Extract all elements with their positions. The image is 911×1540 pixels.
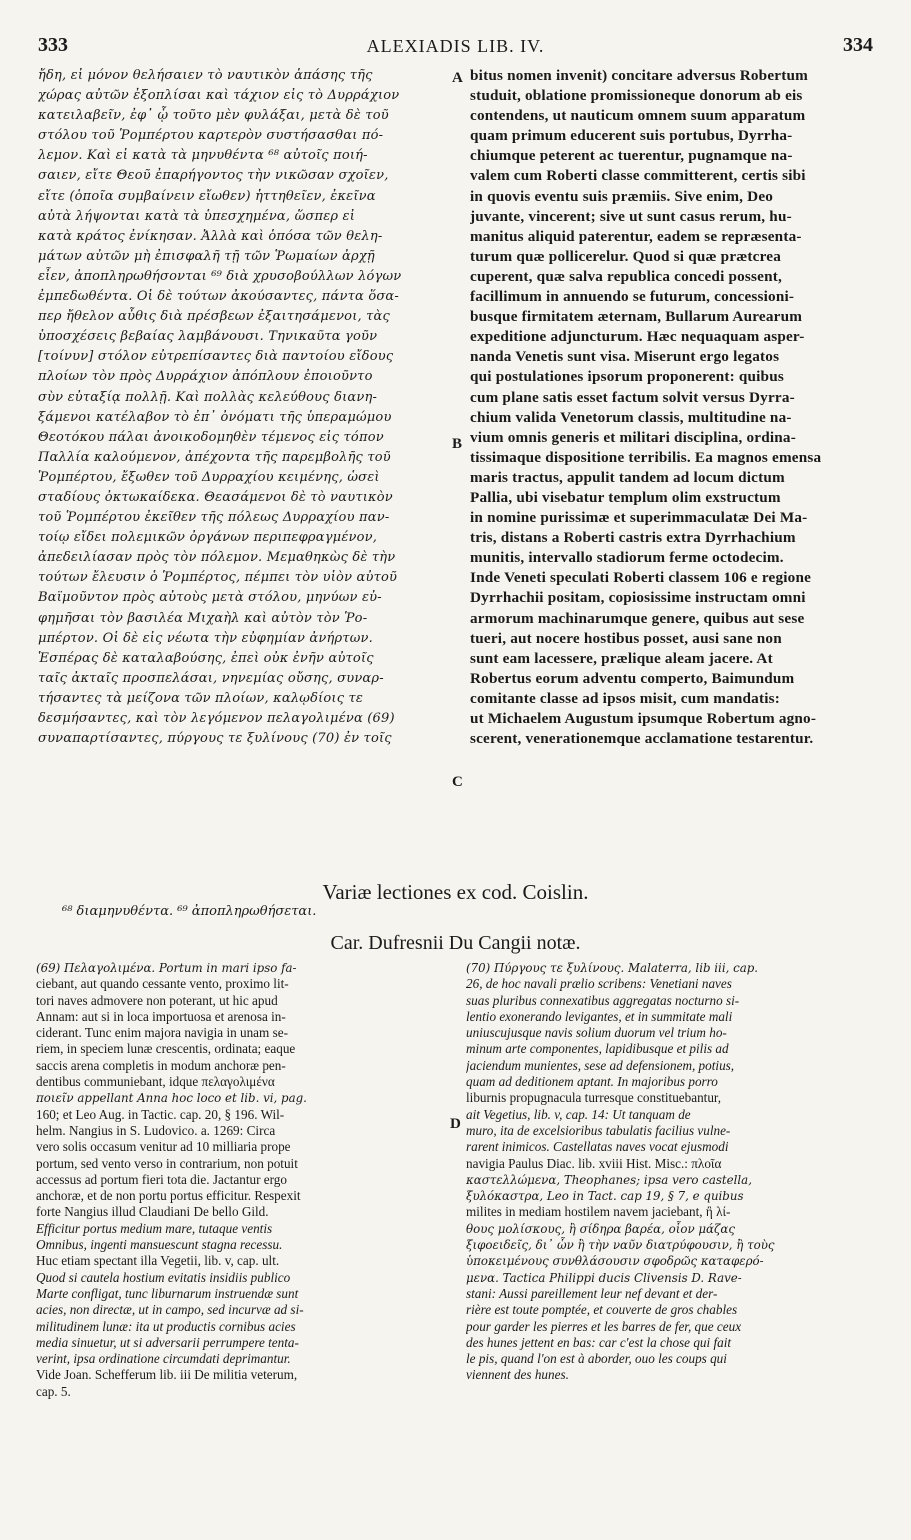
note-line: 26, de hoc navali prælio scribens: Venetiani naves [466, 976, 732, 992]
right-page-number: 334 [843, 34, 873, 56]
note-line: tori naves admovere non poterant, ut hic apud [36, 992, 278, 1008]
note-line: ciebant, aut quando cessante vento, proximo lit- [36, 976, 289, 992]
note-line: verint, ipsa ordinatione circumdati deprimantur. [36, 1351, 291, 1367]
greek-text-line: ἤδη, εἰ μόνον θελήσαιεν τὸ ναυτικὸν ἁπάσης τῆς [38, 68, 373, 83]
latin-text-line: Pallia, ubi visebatur templum olim exstructum [470, 488, 781, 506]
note-line: milites in mediam hostilem navem jaciebant, ἢ λί- [466, 1204, 731, 1220]
latin-text-line: qui postulationes ipsorum proponerent: quibus [470, 368, 784, 386]
note-line: acies, non directæ, ut in campo, sed incurvæ ad si- [36, 1302, 304, 1318]
latin-text-line: tris, distans a Roberti castris extra Dyrrhachium [470, 529, 796, 547]
greek-text-line: ἀπεδειλίασαν πρὸς τὸν πόλεμον. Μεμαθηκὼς δὲ τὴν [38, 550, 396, 566]
latin-text-line: Inde Veneti speculati Roberti classem 106 e regione [470, 569, 812, 587]
running-header [28, 34, 883, 60]
greek-text-line: λεμον. Καὶ εἰ κατὰ τὰ μηνυθέντα ⁶⁸ αὐτοῖς ποιή- [38, 148, 368, 164]
greek-text-line: μάτων αὐτῶν μὴ ἐπισφαλῆ τῇ τῶν Ῥωμαίων ἀρχῇ [38, 248, 375, 264]
greek-text-line: Παλλία καλούμενον, ἀπέχοντα τῆς παρεμβολῆς τοῦ [38, 449, 391, 465]
note-line: Omnibus, ingenti mansuescunt stagna recessu. [36, 1237, 283, 1253]
note-line: Efficitur portus medium mare, tutaque ventis [36, 1220, 273, 1236]
greek-text-line: συναπαρτίσαντες, πύργους τε ξυλίνους (70) ἐν τοῖς [38, 731, 392, 747]
greek-text-line: ξάμενοι κατέλαβον τὸ ἐπ᾿ ὀνόματι τῆς ὑπεραμώμου [38, 409, 392, 425]
note-line: navigia Paulus Diac. lib. xviii Hist. Misc.: πλοῖα [466, 1155, 722, 1171]
greek-text-line: σταδίους ὀκτωκαίδεκα. Θεασάμενοι δὲ τὸ ναυτικὸν [38, 489, 393, 505]
note-line: vero solis occasum venitur ad 10 milliaria prope [36, 1139, 291, 1155]
greek-text-line: σὺν εὐταξίᾳ πολλῇ. Καὶ πολλὰς κελεύθους διανη- [38, 389, 378, 405]
note-line: ait Vegetius, lib. v, cap. 14: Ut tanquam de [466, 1106, 691, 1122]
running-title: ALEXIADIS LIB. IV. [366, 36, 545, 56]
note-line: (70) Πύργους τε ξυλίνους. Malaterra, lib iii, cap. [466, 961, 759, 975]
latin-text-line: maris tractus, appulit tandem ad locum dictum [470, 468, 785, 486]
latin-text-line: expeditione adjuncturum. Hæc nequaquam asper- [470, 328, 805, 346]
greek-text-line: τήσαντες τὰ μείζονα τῶν πλοίων, καλῳδίοις τε [38, 690, 364, 706]
note-line: dentibus communiebant, idque πελαγολιμένα [36, 1074, 275, 1090]
greek-text-line: τοῦ Ῥομπέρτου ἐκεῖθεν τῆς πόλεως Δυρραχίου παν- [38, 510, 390, 526]
greek-text-line: Θεοτόκου πάλαι ἀνοικοδομηθὲν τέμενος εἰς τόπον [38, 429, 384, 445]
latin-text-line: ut Michaelem Augustum ipsumque Robertum agno- [470, 710, 817, 727]
notes-right-column [466, 960, 878, 1384]
latin-text-line: comitante classe ad ipsos misit, cum mandatis: [470, 689, 780, 707]
latin-text-line: studuit, oblatione promissioneque donorum ab eis [470, 87, 803, 105]
latin-text-line: nanda Venetis sunt visa. Miserunt ergo legatos [470, 348, 780, 366]
variae-lectiones-notes: ⁶⁸ διαμηνυθέντα. ⁶⁹ ἀποπληρωθήσεται. [62, 904, 317, 919]
latin-text-line: manitus aliquid paterentur, eadem se repræsenta- [470, 227, 802, 245]
greek-text-line: Βαϊμοῦντον πρὸς αὐτοὺς μετὰ στόλου, μηνύων εὐ- [38, 590, 382, 606]
column-marker-d: D [450, 1116, 461, 1132]
note-line: ciderant. Tunc enim majora navigia in unam se- [36, 1025, 288, 1041]
greek-text-line: μπέρτον. Οἱ δὲ εἰς νέωτα τὴν εὐφημίαν ἀνήρτων. [38, 630, 373, 646]
note-line: ξιφοειδεῖς, δι᾿ ὧν ἢ τὴν ναῦν διατρύφουσιν, ἢ τοὺς [466, 1238, 775, 1253]
latin-text-line: chium valida Venetorum classis, multitudine na- [470, 408, 792, 426]
greek-text-line: ταῖς ἀκταῖς προσπελάσαι, νηνεμίας οὔσης, συναρ- [38, 670, 384, 686]
note-line: portum, sed vento verso in contrarium, non potuit [36, 1155, 298, 1171]
greek-text-line: ὑποσχέσεις βεβαίας λαμβάνουσι. Τηνικαῦτα γοῦν [38, 329, 378, 345]
note-line: saccis arena completis in modum anchoræ pen- [36, 1057, 286, 1073]
left-page-number: 333 [38, 34, 68, 56]
note-line: Annam: aut si in loca importuosa et arenosa in- [36, 1008, 286, 1024]
greek-text-line: αὐτὰ λήψονται κατὰ τὰ ὑπεσχημένα, ὥσπερ εἰ [38, 208, 356, 224]
note-line: καστελλώμενα, Theophanes; ipsa vero castella, [466, 1172, 752, 1187]
greek-text-line: εἶεν, ἀποπληρωθήσονται ⁶⁹ διὰ χρυσοβούλλων λόγων [38, 268, 402, 284]
latin-text-line: in quovis eventu suis præmiis. Sive enim, Deo [470, 187, 774, 205]
note-line: riem, in speciem lunæ crescentis, ordinata; eaque [36, 1041, 296, 1057]
note-line: (69) Πελαγολιμένα. Portum in mari ipso fa- [36, 961, 297, 975]
note-line: muro, ita de excelsioribus tabulatis facilius vulne- [466, 1122, 731, 1138]
note-line: θους μολίσκους, ἢ σίδηρα βαρέα, οἷον μάζας [466, 1221, 735, 1236]
greek-text-line: χώρας αὐτῶν ἐξοπλίσαι καὶ τάχιον εἰς τὸ Δυρράχιον [38, 88, 400, 104]
note-line: le pis, quand l'on est à aborder, ouo les coups qui [466, 1351, 727, 1367]
greek-text-line: τούτων ἔλευσιν ὁ Ῥομπέρτος, πέμπει τὸν υἱὸν αὐτοῦ [38, 570, 398, 586]
note-line: lentio exonerando levigantes, et in summitate mali [466, 1008, 733, 1024]
note-line: media sinuetur, ut si adversarii perrumpere tenta- [36, 1334, 299, 1350]
note-line: helm. Nangius in S. Ludovico. a. 1269: Circa [36, 1122, 276, 1138]
note-line: ποιεῖν appellant Anna hoc loco et lib. vi, pag. [36, 1091, 307, 1106]
latin-text-line: bitus nomen invenit) concitare adversus Robertum [470, 67, 808, 84]
column-marker-a: A [452, 70, 463, 86]
latin-text-column [470, 66, 878, 749]
greek-text-line: κατὰ κράτος ἐνίκησαν. Ἀλλὰ καὶ ὁπόσα τῶν θελη- [38, 228, 383, 244]
note-line: stani: Aussi pareillement leur nef devant et der- [466, 1285, 718, 1301]
greek-text-line: εἴτε (ὁποῖα συμβαίνειν εἴωθεν) ἡττηθεῖεν, ἐκεῖνα [38, 188, 376, 204]
note-line: cap. 5. [36, 1383, 71, 1399]
note-line: des hunes jettent en bas: car c'est la chose qui fait [466, 1334, 732, 1350]
latin-text-line: sunt eam lacessere, prælique aleam jacere. At [470, 649, 773, 667]
note-line: Vide Joan. Schefferum lib. iii De militia veterum, [36, 1367, 298, 1383]
column-marker-c: C [452, 774, 463, 790]
column-marker-b: B [452, 436, 463, 452]
latin-text-line: cuperent, quæ salva republica concedi possent, [470, 267, 782, 285]
note-line: Huc etiam spectant illa Vegetii, lib. v, cap. ult. [36, 1253, 280, 1269]
notes-left-column [36, 960, 450, 1400]
latin-text-line: chiumque peterent ac tuerentur, pugnamque na- [470, 147, 793, 165]
greek-text-line: κατειλαβεῖν, ἐφ᾿ ᾧ τοῦτο μὲν φυλάξαι, μετὰ δὲ τοῦ [38, 108, 389, 124]
latin-text-line: juvante, vincerent; sive ut sunt casus rerum, hu- [470, 207, 792, 225]
note-line: uniuscujusque navis solium duorum vel trium ho- [466, 1025, 727, 1041]
latin-text-line: valem cum Roberti classe committerent, certis sibi [470, 167, 806, 185]
latin-text-line: vium omnis generis et militari disciplina, ordina- [470, 428, 796, 446]
note-line: suas pluribus connexatibus aggregatas nocturno si- [466, 992, 740, 1008]
latin-text-line: turum quæ pollicerelur. Quod si quæ prætcrea [470, 247, 782, 265]
greek-text-line: στόλου τοῦ Ῥομπέρτου καρτερὸν συστήσασθαι πό- [38, 128, 384, 144]
notes-heading: Car. Dufresnii Du Cangii notæ. [330, 932, 581, 954]
variae-lectiones-heading: Variæ lectiones ex cod. Coislin. [322, 880, 589, 904]
latin-text-line: in nomine purissimæ et superimmaculatæ Dei Ma- [470, 509, 808, 527]
latin-text-line: facillimum in annuendo se futurum, concessioni- [470, 288, 795, 306]
latin-text-line: armorum machinarumque genere, quibus aut sese [470, 609, 805, 627]
greek-text-line: Ῥομπέρτου, ἔξωθεν τοῦ Δυρραχίου κειμένης, ὡσεὶ [38, 469, 380, 485]
note-line: accessus ad portum fieri tota die. Jactantur ergo [36, 1171, 287, 1187]
note-line: liburnis propugnacula turresque constituebantur, [466, 1090, 722, 1106]
note-line: forte Nangius illud Claudiani De bello Gild. [36, 1204, 269, 1220]
note-line: militudinem lunæ: ita ut productis cornibus acies [36, 1318, 296, 1334]
note-line: Marte confligat, tunc liburnarum instruendæ sunt [36, 1285, 299, 1301]
note-line: 160; et Leo Aug. in Tactic. cap. 20, § 196. Wil- [36, 1106, 285, 1122]
note-line: μενα. Tactica Philippi ducis Clivensis D. Rave- [466, 1270, 742, 1285]
note-line: quam ad deditionem aptant. In majoribus porro [466, 1074, 718, 1090]
latin-text-line: Robertus eorum adventu comperto, Baimundum [470, 669, 795, 687]
note-line: ὑποκειμένους συνθλάσουσιν σφοδρῶς καταφερό- [466, 1254, 764, 1269]
note-line: rarent inimicos. Castellatas naves vocat ejusmodi [466, 1139, 729, 1155]
greek-text-line: σαιεν, εἴτε Θεοῦ ἐπαρήγοντος τὴν νικῶσαν σχοῖεν, [38, 168, 389, 184]
latin-text-line: Dyrrhachii positam, copiosissime instructam omni [470, 589, 806, 607]
latin-text-line: munitis, intervallo stadiorum ferme octodecim. [470, 549, 784, 567]
greek-text-column [38, 66, 444, 749]
note-line: anchoræ, et de non portu portus efficitur. Respexit [36, 1188, 301, 1204]
latin-text-line: cum plane satis esset factum solvit versus Dyrra- [470, 388, 795, 406]
greek-text-line: πλοίων τὸν πρὸς Δυρράχιον ἀπόπλουν ἐποιοῦντο [38, 369, 373, 385]
latin-text-line: tueri, aut nocere hostibus posset, ausi sane non [470, 629, 782, 647]
greek-text-line: [τοίνυν] στόλον εὐτρεπίσαντες διὰ παντοίου εἴδους [38, 349, 394, 365]
greek-text-line: τοίῳ εἴδει πολεμικῶν ὀργάνων περιπεφραγμένον, [38, 530, 378, 546]
note-line: jaciendum munientes, sese ad defensionem, potius, [466, 1057, 735, 1073]
greek-text-line: φημῆσαι τὸν βασιλέα Μιχαὴλ καὶ αὐτὸν τὸν Ῥο- [38, 610, 368, 626]
greek-text-line: δεσμήσαντες, καὶ τὸν λεγόμενον πελαγολιμένα (69) [38, 711, 395, 726]
greek-text-line: ἐμπεδωθέντα. Οἱ δὲ τούτων ἀκούσαντες, πάντα ὅσα- [38, 289, 399, 305]
latin-text-line: tissimaque dispositione terribilis. Ea magnos emensa [470, 448, 822, 466]
note-line: minum arte componentes, lapidibusque et pilis ad [466, 1041, 729, 1057]
note-line: viennent des hunes. [466, 1367, 569, 1383]
note-line: pour garder les pierres et les barres de fer, que ceux [466, 1318, 742, 1334]
greek-text-line: περ ἤθελον αὖθις διὰ πρέσβεων ἐξαιτησάμενοι, τὰς [38, 309, 391, 325]
latin-text-line: scerent, venerationemque acclamatione testarentur. [470, 730, 814, 748]
greek-text-line: Ἑσπέρας δὲ καταλαβούσης, ἐπεὶ οὐκ ἐνῆν αὐτοῖς [38, 650, 374, 666]
latin-text-line: busque firmitatem æternam, Bullarum Aurearum [470, 308, 803, 326]
latin-text-line: contendens, ut nauticum omnem suum apparatum [470, 107, 806, 125]
note-line: rière est toute pomptée, et couverte de gros chables [466, 1302, 738, 1318]
note-line: Quod si cautela hostium evitatis insidiis publico [36, 1269, 291, 1285]
latin-text-line: quam primum educerent suis portubus, Dyrrha- [470, 127, 793, 145]
note-line: ξυλόκαστρα, Leo in Tact. cap 19, § 7, e quibus [466, 1189, 744, 1204]
